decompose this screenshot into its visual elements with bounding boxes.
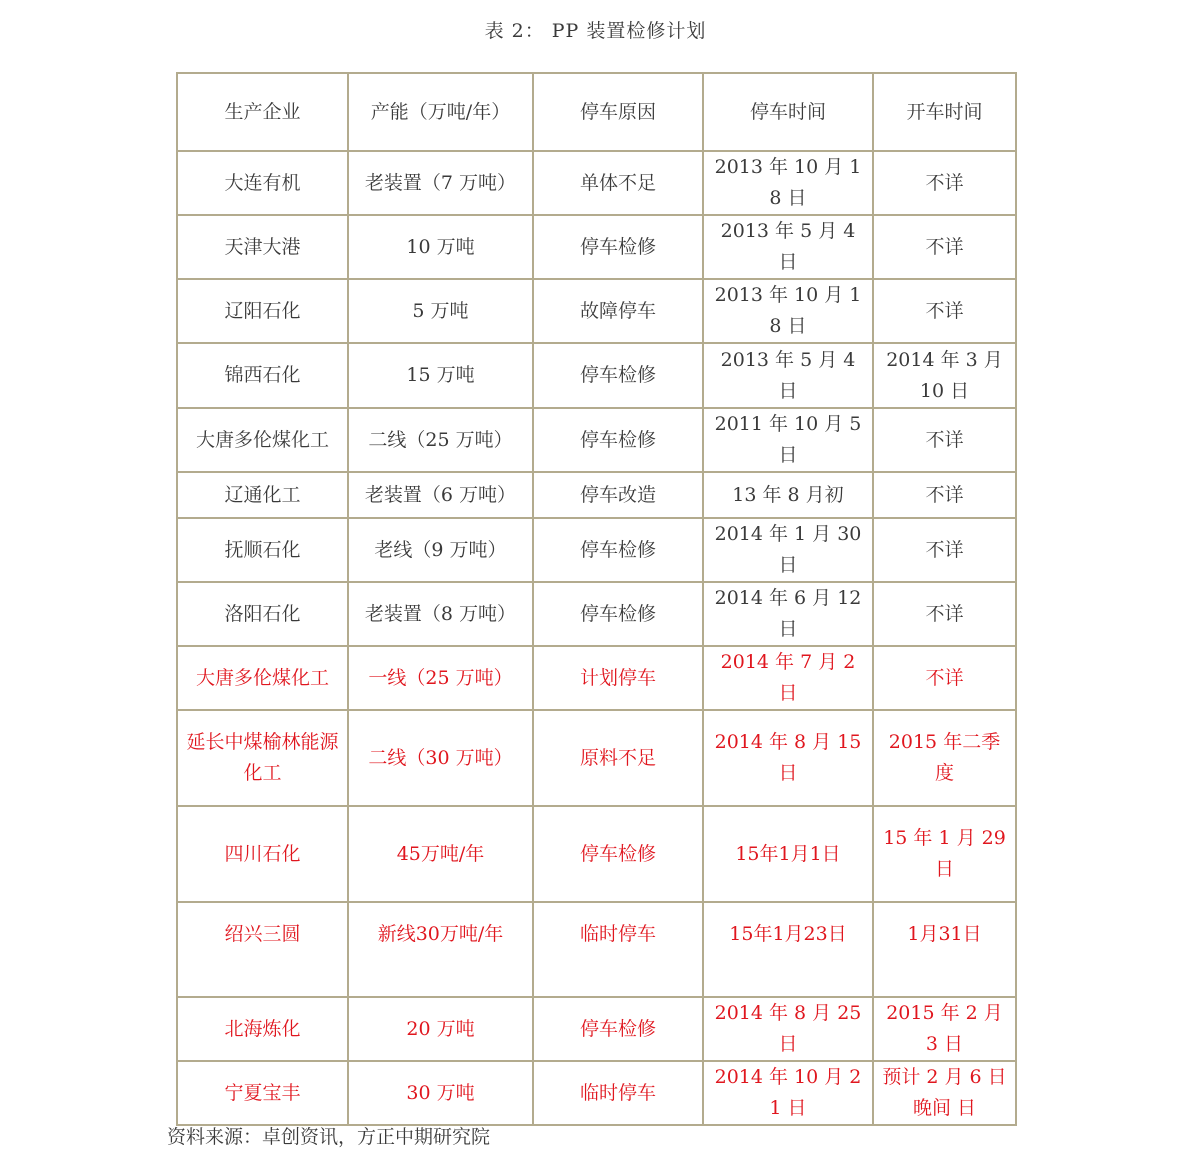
cell-reason: 停车检修 <box>533 408 703 472</box>
cell-start-time: 不详 <box>873 215 1016 279</box>
cell-stop-time: 15年1月23日 <box>703 902 873 997</box>
cell-reason: 停车改造 <box>533 472 703 518</box>
cell-start-time: 不详 <box>873 646 1016 710</box>
cell-start-time: 不详 <box>873 472 1016 518</box>
maintenance-plan-table <box>176 72 1017 1126</box>
cell-reason: 停车检修 <box>533 343 703 408</box>
table-row <box>177 151 1016 215</box>
cell-company: 抚顺石化 <box>177 518 348 582</box>
cell-company: 宁夏宝丰 <box>177 1061 348 1125</box>
cell-company: 辽通化工 <box>177 472 348 518</box>
cell-stop-time: 15年1月1日 <box>703 806 873 902</box>
table-row <box>177 518 1016 582</box>
cell-stop-time: 2014 年 1 月 30 日 <box>703 518 873 582</box>
cell-capacity: 二线（30 万吨） <box>348 710 533 806</box>
header-capacity: 产能（万吨/年） <box>348 73 533 151</box>
cell-reason: 单体不足 <box>533 151 703 215</box>
cell-stop-time: 2014 年 10 月 21 日 <box>703 1061 873 1125</box>
cell-capacity: 30 万吨 <box>348 1061 533 1125</box>
header-stop-time: 停车时间 <box>703 73 873 151</box>
cell-capacity: 10 万吨 <box>348 215 533 279</box>
cell-capacity: 老装置（8 万吨） <box>348 582 533 646</box>
table-row-highlighted <box>177 997 1016 1061</box>
cell-reason: 停车检修 <box>533 997 703 1061</box>
cell-company: 洛阳石化 <box>177 582 348 646</box>
table-row <box>177 215 1016 279</box>
header-company: 生产企业 <box>177 73 348 151</box>
cell-start-time: 不详 <box>873 151 1016 215</box>
cell-company: 延长中煤榆林能源化工 <box>177 710 348 806</box>
cell-start-time: 1月31日 <box>873 902 1016 997</box>
cell-reason: 原料不足 <box>533 710 703 806</box>
source-note: 资料来源：卓创资讯，方正中期研究院 <box>167 1126 491 1148</box>
cell-start-time: 不详 <box>873 279 1016 343</box>
cell-company: 北海炼化 <box>177 997 348 1061</box>
table-row-highlighted <box>177 1061 1016 1125</box>
cell-stop-time: 2013 年 5 月 4 日 <box>703 215 873 279</box>
cell-company: 大唐多伦煤化工 <box>177 408 348 472</box>
table-row <box>177 408 1016 472</box>
cell-start-time: 预计 2 月 6 日晚间 日 <box>873 1061 1016 1125</box>
cell-capacity: 二线（25 万吨） <box>348 408 533 472</box>
cell-company: 辽阳石化 <box>177 279 348 343</box>
cell-reason: 停车检修 <box>533 806 703 902</box>
cell-capacity: 老装置（6 万吨） <box>348 472 533 518</box>
cell-reason: 计划停车 <box>533 646 703 710</box>
header-reason: 停车原因 <box>533 73 703 151</box>
table-row <box>177 279 1016 343</box>
cell-stop-time: 2011 年 10 月 5 日 <box>703 408 873 472</box>
cell-capacity: 一线（25 万吨） <box>348 646 533 710</box>
header-start-time: 开车时间 <box>873 73 1016 151</box>
cell-capacity: 15 万吨 <box>348 343 533 408</box>
table-row-highlighted <box>177 710 1016 806</box>
cell-company: 锦西石化 <box>177 343 348 408</box>
cell-reason: 停车检修 <box>533 215 703 279</box>
table-row <box>177 582 1016 646</box>
table-row-highlighted <box>177 806 1016 902</box>
cell-stop-time: 2013 年 10 月 18 日 <box>703 279 873 343</box>
cell-company: 绍兴三圆 <box>177 902 348 997</box>
cell-stop-time: 13 年 8 月初 <box>703 472 873 518</box>
cell-company: 大唐多伦煤化工 <box>177 646 348 710</box>
cell-stop-time: 2014 年 8 月 15 日 <box>703 710 873 806</box>
cell-capacity: 老线（9 万吨） <box>348 518 533 582</box>
cell-company: 大连有机 <box>177 151 348 215</box>
cell-start-time: 2015 年二季度 <box>873 710 1016 806</box>
cell-company: 四川石化 <box>177 806 348 902</box>
cell-stop-time: 2013 年 5 月 4 日 <box>703 343 873 408</box>
cell-start-time: 不详 <box>873 582 1016 646</box>
cell-reason: 临时停车 <box>533 902 703 997</box>
cell-reason: 故障停车 <box>533 279 703 343</box>
cell-reason: 停车检修 <box>533 518 703 582</box>
cell-capacity: 5 万吨 <box>348 279 533 343</box>
table-caption: 表 2： PP 装置检修计划 <box>484 20 707 42</box>
cell-company: 天津大港 <box>177 215 348 279</box>
cell-reason: 临时停车 <box>533 1061 703 1125</box>
cell-stop-time: 2014 年 6 月 12 日 <box>703 582 873 646</box>
cell-capacity: 新线30万吨/年 <box>348 902 533 997</box>
cell-start-time: 15 年 1 月 29 日 <box>873 806 1016 902</box>
cell-stop-time: 2014 年 8 月 25 日 <box>703 997 873 1061</box>
table-row-highlighted <box>177 902 1016 997</box>
table-header-row <box>177 73 1016 151</box>
cell-start-time: 2014 年 3 月 10 日 <box>873 343 1016 408</box>
cell-capacity: 老装置（7 万吨） <box>348 151 533 215</box>
table-row <box>177 343 1016 408</box>
cell-stop-time: 2013 年 10 月 18 日 <box>703 151 873 215</box>
cell-reason: 停车检修 <box>533 582 703 646</box>
table-row <box>177 472 1016 518</box>
cell-capacity: 20 万吨 <box>348 997 533 1061</box>
table-row-highlighted <box>177 646 1016 710</box>
cell-start-time: 2015 年 2 月 3 日 <box>873 997 1016 1061</box>
cell-capacity: 45万吨/年 <box>348 806 533 902</box>
cell-stop-time: 2014 年 7 月 2 日 <box>703 646 873 710</box>
cell-start-time: 不详 <box>873 518 1016 582</box>
cell-start-time: 不详 <box>873 408 1016 472</box>
